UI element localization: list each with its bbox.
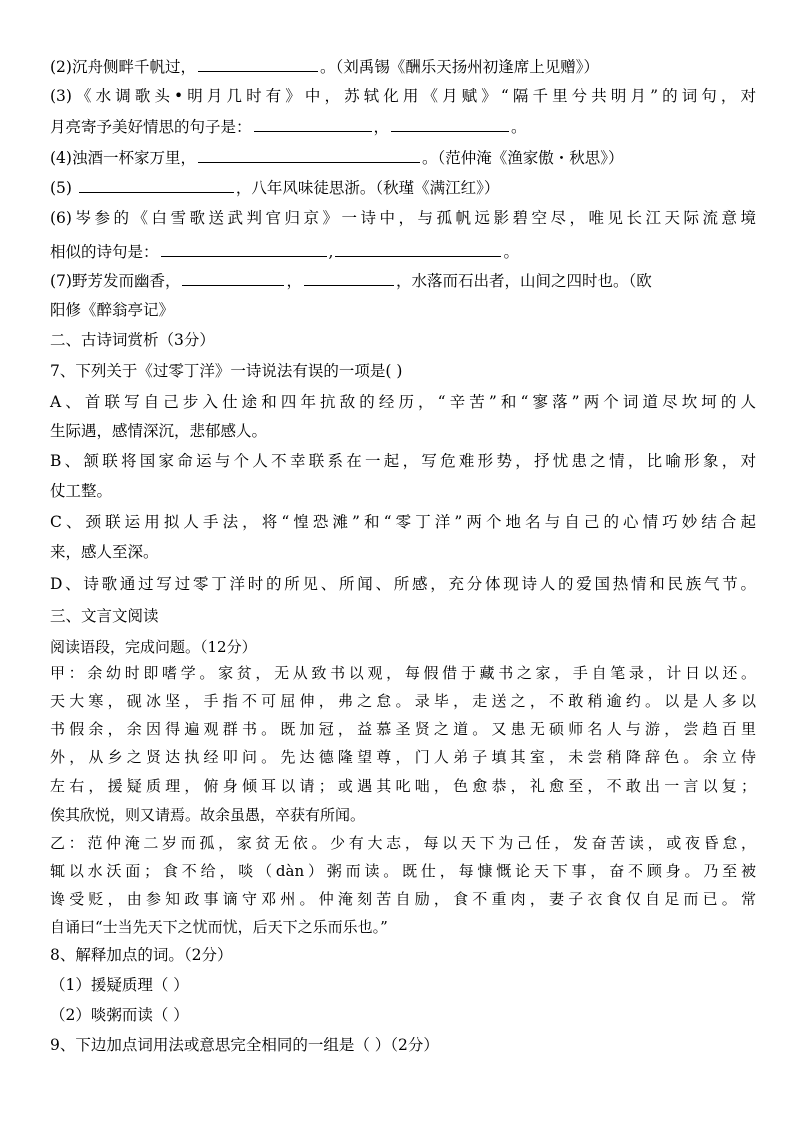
line-text: 三、文言文阅读 [50, 607, 159, 625]
line-q6-7a [50, 269, 756, 291]
line-text: 俟其欣悦，则又请焉。故余虽愚，卒获有所闻。 [50, 806, 366, 824]
line-yi3 [50, 888, 756, 910]
line-text: 。（刘禹锡《酬乐天扬州初逢席上见赠》） [319, 58, 599, 76]
line-text: C、颈联运用拟人手法，将“惶恐滩”和“零丁洋”两个地名与自己的心情巧妙结合起 [50, 513, 756, 531]
line-q7a2 [50, 420, 756, 442]
line-jia1 [50, 662, 756, 684]
line-text: ， [286, 272, 302, 290]
line-jia2 [50, 690, 756, 712]
line-jia6 [50, 804, 756, 826]
answer-blank[interactable] [79, 176, 234, 193]
line-text: 仗工整。 [50, 482, 113, 500]
line-q6-7b [50, 299, 756, 321]
line-text: 相似的诗句是： [50, 243, 159, 261]
line-jia5 [50, 775, 756, 797]
line-yi1 [50, 832, 756, 854]
line-q6-4 [50, 146, 756, 168]
line-text: 生际遇，感情深沉，悲郁感人。 [50, 422, 268, 440]
line-q8-1 [50, 974, 756, 996]
line-yi2 [50, 860, 756, 882]
line-sec2 [50, 329, 756, 351]
line-q7c1 [50, 511, 756, 533]
line-text: （1）援疑质理（ ） [50, 976, 189, 994]
line-jia3 [50, 718, 756, 740]
line-q7b2 [50, 480, 756, 502]
answer-blank[interactable] [254, 115, 372, 132]
line-yi4 [50, 916, 756, 938]
answer-blank[interactable] [182, 269, 284, 286]
line-text: 甲：余幼时即嗜学。家贫，无从致书以观，每假借于藏书之家，手自笔录，计日以还。 [50, 664, 756, 682]
answer-blank[interactable] [391, 115, 509, 132]
line-q6-2 [50, 55, 756, 77]
line-text: 天大寒，砚冰坚，手指不可屈伸，弗之怠。录毕，走送之，不敢稍逾约。以是人多以 [50, 692, 756, 710]
answer-blank[interactable] [161, 240, 327, 257]
line-text: 。 [511, 118, 527, 136]
line-q7d [50, 573, 756, 595]
line-text: (2)沉舟侧畔千帆过， [50, 58, 196, 76]
line-q7 [50, 360, 756, 382]
line-q6-3b [50, 115, 756, 137]
line-text: 8、解释加点的词。（2分） [50, 946, 233, 964]
line-text: (4)浊酒一杯家万里， [50, 149, 196, 167]
line-q7a1 [50, 391, 756, 413]
line-text: B、颔联将国家命运与个人不幸联系在一起，写危难形势，抒忧患之情，比喻形象，对 [50, 452, 756, 470]
line-text: (6)岑参的《白雪歌送武判官归京》一诗中，与孤帆远影碧空尽，唯见长江天际流意境 [50, 209, 756, 227]
line-text: (3)《水调歌头•明月几时有》中，苏轼化用《月赋》“隔千里兮共明月”的词句，对 [50, 87, 756, 105]
line-q6-5 [50, 176, 756, 198]
answer-blank[interactable] [198, 55, 318, 72]
answer-blank[interactable] [304, 269, 394, 286]
line-text: 阳修《醉翁亭记》 [50, 301, 175, 319]
answer-blank[interactable] [198, 146, 420, 163]
line-q9 [50, 1034, 756, 1056]
line-q8-2 [50, 1004, 756, 1026]
line-q6-3a [50, 85, 756, 107]
line-text: 。（范仲淹《渔家傲・秋思》） [421, 149, 624, 167]
line-text: 月亮寄予美好情思的句子是： [50, 118, 252, 136]
line-text: 辄以水沃面；食不给，啖（dàn）粥而读。既仕，每慷慨论天下事，奋不顾身。乃至被 [50, 862, 756, 880]
line-text: ，水落而石出者，山间之四时也。（欧 [395, 272, 652, 290]
line-text: 外，从乡之贤达执经叩问。先达德隆望尊，门人弟子填其室，未尝稍降辞色。余立侍 [50, 748, 756, 766]
line-text: 9、下边加点词用法或意思完全相同的一组是（ ）（2分） [50, 1036, 439, 1054]
line-text: 7、下列关于《过零丁洋》一诗说法有误的一项是( ) [50, 362, 403, 380]
line-text: (7)野芳发而幽香， [50, 272, 181, 290]
line-text: 乙：范仲淹二岁而孤，家贫无依。少有大志，每以天下为己任，发奋苦读，或夜昏怠， [50, 834, 756, 852]
line-text: (5) [50, 179, 77, 197]
line-q7b1 [50, 450, 756, 472]
line-q6-6b [50, 240, 756, 262]
line-read [50, 636, 756, 658]
line-text: ， [373, 118, 390, 136]
line-text: 二、古诗词赏析（3分） [50, 331, 215, 349]
line-sec3 [50, 605, 756, 627]
line-q8 [50, 944, 756, 966]
line-text: 阅读语段，完成问题。（12分） [50, 638, 257, 656]
line-text: （2）啖粥而读（ ） [50, 1006, 189, 1024]
line-q6-6a [50, 207, 756, 229]
line-text: D、诗歌通过写过零丁洋时的所见、所闻、所感，充分体现诗人的爱国热情和民族气节。 [50, 575, 756, 593]
line-q7c2 [50, 541, 756, 563]
line-text: 。 [503, 243, 519, 261]
line-text: 来，感人至深。 [50, 543, 159, 561]
line-text: 谗受贬，由参知政事谪守邓州。仲淹刻苦自励，食不重肉，妻子衣食仅自足而已。常 [50, 890, 756, 908]
line-text: 自诵曰“士当先天下之忧而忧，后天下之乐而乐也。” [50, 918, 388, 936]
answer-blank[interactable] [335, 240, 501, 257]
line-text: ，八年风味徒思浙。（秋瑾《满江红》） [235, 179, 500, 197]
line-jia4 [50, 746, 756, 768]
line-text: , [328, 243, 334, 261]
line-text: 书假余，余因得遍观群书。既加冠，益慕圣贤之道。又患无硕师名人与游，尝趋百里 [50, 720, 756, 738]
line-text: A、首联写自己步入仕途和四年抗敌的经历，“辛苦”和“寥落”两个词道尽坎坷的人 [50, 393, 756, 411]
line-text: 左右，援疑质理，俯身倾耳以请；或遇其叱咄，色愈恭，礼愈至，不敢出一言以复； [50, 777, 756, 795]
